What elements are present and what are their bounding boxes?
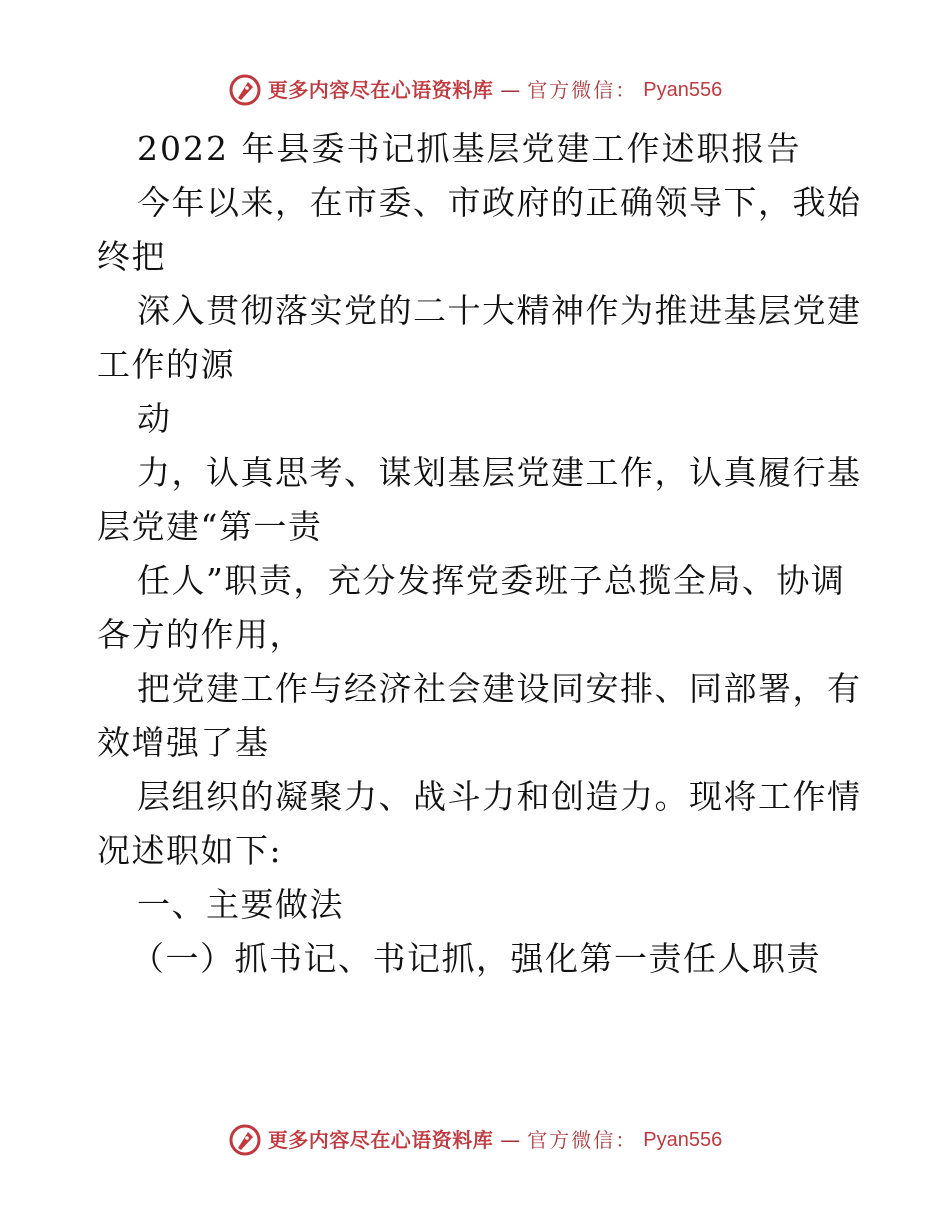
document-body (97, 122, 862, 986)
watermark-wechat-label: 官方微信： (527, 1128, 638, 1152)
watermark-wechat-label: 官方微信： (527, 78, 638, 102)
paragraph-line: 层党建“第一责 (97, 507, 323, 546)
watermark-wechat-id: Pyan556 (643, 1129, 723, 1151)
watermark-text: 更多内容尽在心语资料库 (267, 78, 494, 102)
paragraph-line: 效增强了基 (97, 723, 270, 762)
watermark-banner-top (0, 70, 950, 110)
paragraph-line: 层组织的凝聚力、战斗力和创造力。现将工作情 (137, 777, 862, 816)
document-title: 2022 年县委书记抓基层党建工作述职报告 (137, 129, 802, 168)
paragraph-line: 任人”职责，充分发挥党委班子总揽全局、协调 (137, 561, 846, 600)
watermark-dash: — (500, 78, 521, 102)
paragraph-line: 况述职如下: (97, 831, 283, 870)
watermark-content (228, 73, 722, 107)
subsection-heading: （一）抓书记、书记抓，强化第一责任人职责 (131, 939, 821, 978)
paragraph-line: 动 (137, 399, 172, 438)
paragraph-line: 把党建工作与经济社会建设同安排、同部署，有 (137, 669, 862, 708)
pen-nib-circle-icon (228, 73, 262, 107)
pen-nib-circle-icon (228, 1123, 262, 1157)
watermark-banner-bottom (0, 1120, 950, 1160)
watermark-dash: — (500, 1128, 521, 1152)
watermark-text: 更多内容尽在心语资料库 (267, 1128, 494, 1152)
paragraph-line: 终把 (97, 237, 166, 276)
paragraph-line: 力，认真思考、谋划基层党建工作，认真履行基 (137, 453, 862, 492)
paragraph-line: 工作的源 (97, 345, 235, 384)
paragraph-line: 深入贯彻落实党的二十大精神作为推进基层党建 (137, 291, 862, 330)
paragraph-line: 今年以来，在市委、市政府的正确领导下，我始 (137, 183, 862, 222)
watermark-content (228, 1123, 722, 1157)
section-heading: 一、主要做法 (137, 885, 344, 924)
watermark-wechat-id: Pyan556 (643, 79, 723, 101)
paragraph-line: 各方的作用， (97, 615, 304, 654)
